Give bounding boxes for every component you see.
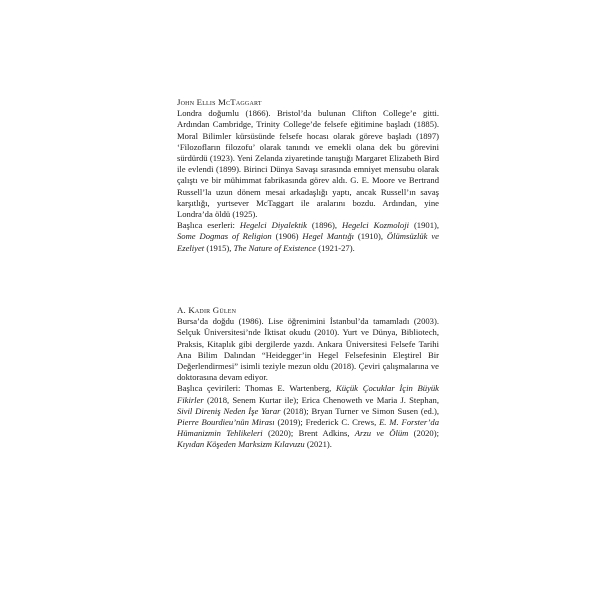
bio-mctaggart [177, 97, 439, 254]
work-year: (2019); Frederick C. Crews, [274, 417, 380, 428]
work-title: The Nature of Existence [233, 242, 317, 253]
work-year: (1896), [306, 220, 342, 231]
work-year: (2020); Brent Adkins, [262, 428, 355, 439]
work-title: Hegelci Diyalektik [239, 220, 307, 231]
bio-text: Bursa’da doğdu (1986). Lise öğrenimini İstanbul’da tamamladı (2003). Selçuk Üniversitesi’nde İktisat okudu (2010). Yurt ve Dünya, Bibliotech, Praksis, Kitaplık gibi dergilerde yazdı. Ankara Üniversitesi Felsefe Tarihi Ana Bilim Dalından “Heidegger’in Hegel Felsefesinin Eleştirel Bir Değerlendirmesi” isimli teziyle mezun oldu (2018). Çeviri çalışmalarına ve doktorasına devam ediyor. [177, 316, 439, 383]
work-year: (1906) [271, 231, 303, 242]
work-year: (2018, Senem Kurtar ile); Erica Chenoweth ve Maria J. Stephan, [203, 394, 439, 405]
bio-text: Londra doğumlu (1866). Bristol’da bulunan Clifton College’e gitti. Ardından Cambridge, Trinity College’de felsefe eğitimine başladı (1885). Moral Bilimler kürsüsünde felsefe hocası olarak göreve başladı (1897) ‘Filozofların filozofu’ olarak tanındı ve emekli olana dek bu görevini sürdürdü (1923). Yeni Zelanda ziyaretinde tanıştığı Margaret Elizabeth Bird ile evlendi (1899). Birinci Dünya Savaşı sırasında emniyet mensubu olarak çalıştı ve bir mühimmat fabrikasında görev aldı. G. E. Moore ve Bertrand Russell’la uzun dönem mesai arkadaşlığı yaptı, ancak Russell’ın savaş karşıtlığı, yurtsever McTaggart ile aralarını bozdu. Ardından, yine Londra’da öldü (1925). [177, 108, 439, 220]
work-title: Hegel Mantığı [302, 231, 355, 242]
works-intro: Başlıca çevirileri: Thomas E. Wartenberg, [177, 383, 337, 394]
work-year: (1921-27). [316, 242, 355, 253]
bio-gulen [177, 305, 439, 451]
work-title: Küçük Çocuklar İçin Büyük Fikirler [177, 383, 439, 405]
work-title: Pierre Bourdieu’nün Mirası [177, 417, 275, 428]
work-title: Hegelci Kozmoloji [341, 220, 409, 231]
work-year: (2018); Bryan Turner ve Simon Susen (ed.), [280, 405, 440, 416]
work-year: (1910), [354, 231, 387, 242]
work-title: E. M. Forster’da Hümanizmin Tehlikeleri [177, 417, 439, 439]
works-intro: Başlıca eserleri: [177, 220, 240, 231]
work-title: Arzu ve Ölüm [354, 428, 409, 439]
translator-name: A. Kadir Gülen [177, 305, 237, 315]
work-year: (2020); [408, 428, 439, 439]
works-list [177, 383, 439, 450]
work-title: Some Dogmas of Religion [177, 231, 272, 242]
work-year: (1901), [408, 220, 439, 231]
work-year: (1915), [204, 242, 234, 253]
work-year: (2021). [304, 439, 332, 450]
works-list [177, 220, 439, 254]
work-title: Kıyıdan Köşeden Marksizm Kılavuzu [177, 439, 305, 450]
author-name: John Ellis McTaggart [177, 97, 262, 107]
work-title: Sivil Direniş Neden İşe Yarar [177, 405, 281, 416]
work-title: Ölümsüzlük ve Ezeliyet [177, 231, 439, 253]
